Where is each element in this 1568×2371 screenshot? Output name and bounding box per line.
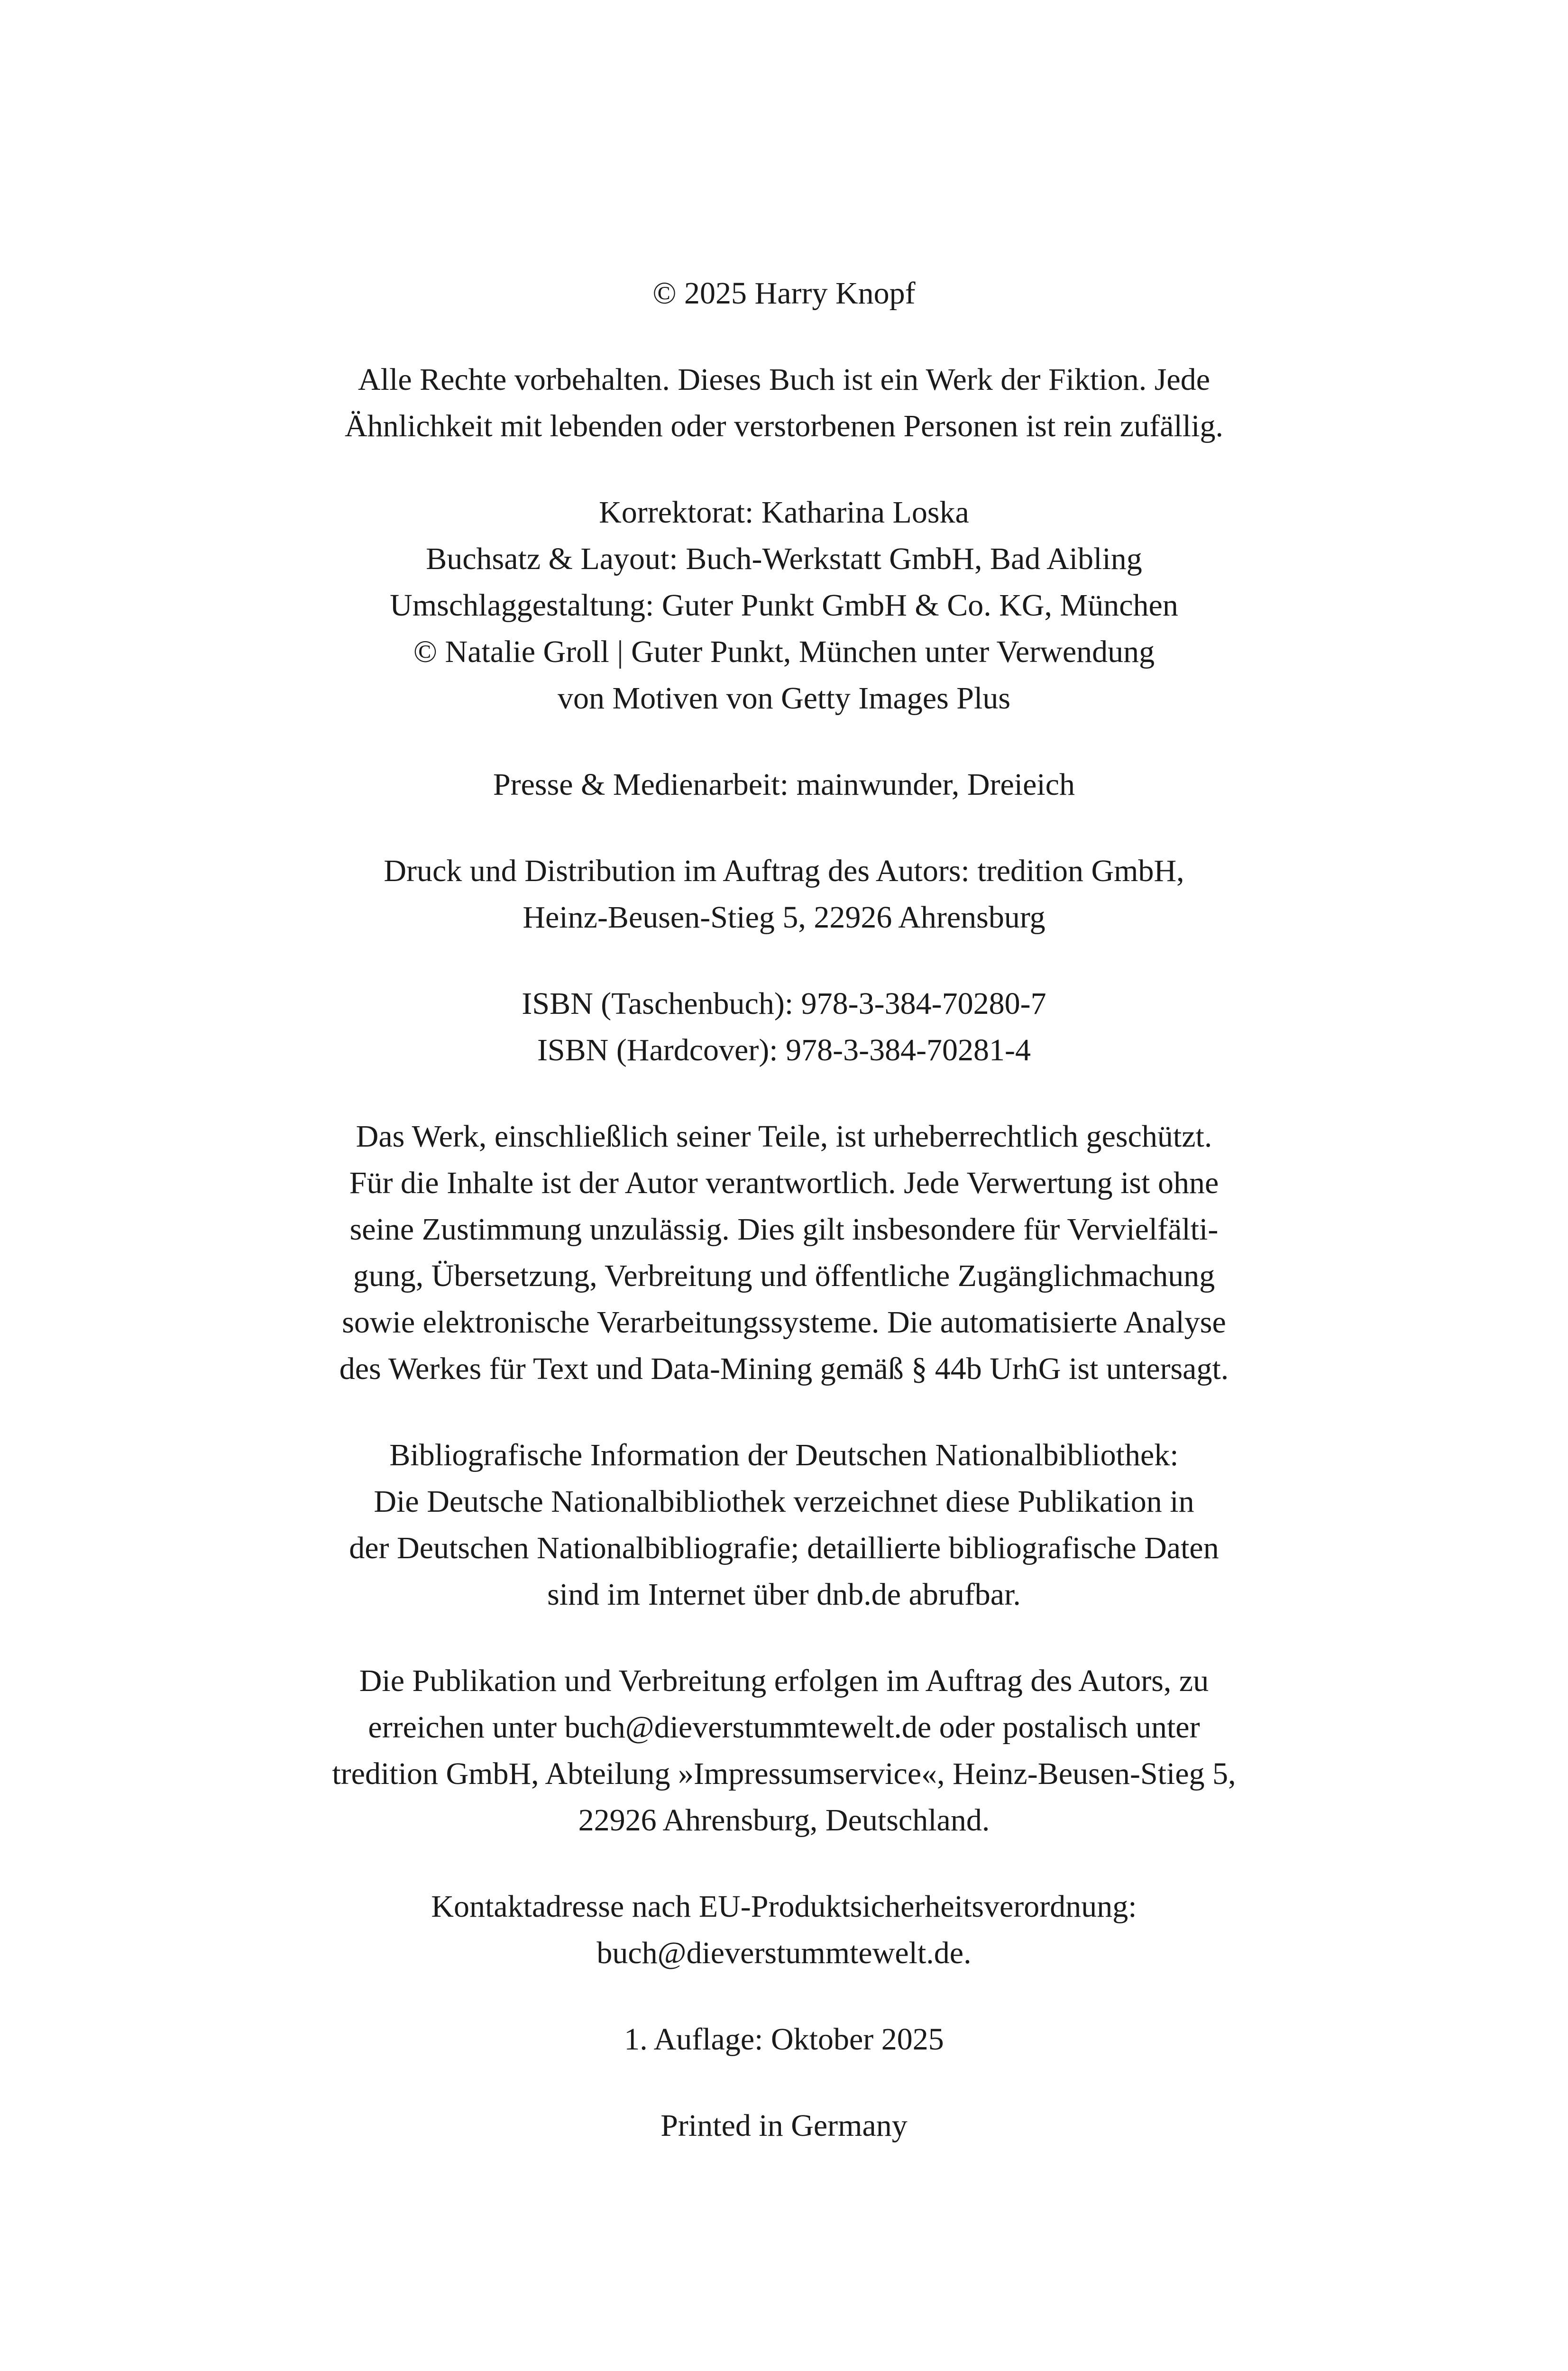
distribution-line: Druck und Distribution im Auftrag des Autors: tredition GmbH, xyxy=(384,854,1184,888)
publication-block xyxy=(0,1658,1568,1844)
credits-line: Buchsatz & Layout: Buch-Werkstatt GmbH, Bad Aibling xyxy=(426,542,1142,576)
bibliographic-line: Bibliografische Information der Deutschen Nationalbibliothek: xyxy=(389,1438,1179,1472)
bibliographic-block xyxy=(0,1432,1568,1618)
printed-line: Printed in Germany xyxy=(660,2108,908,2143)
contact-block xyxy=(0,1884,1568,1976)
printed-block xyxy=(0,2103,1568,2149)
rights-block xyxy=(0,357,1568,450)
publication-line: 22926 Ahrensburg, Deutschland. xyxy=(578,1803,990,1838)
copyright-block xyxy=(0,270,1568,317)
copyright-line: © 2025 Harry Knopf xyxy=(652,276,916,311)
copyright-notice-line: seine Zustimmung unzulässig. Dies gilt insbesondere für Vervielfälti- xyxy=(349,1212,1219,1247)
copyright-notice-line: gung, Übersetzung, Verbreitung und öffentliche Zugänglichmachung xyxy=(353,1259,1215,1293)
credits-block xyxy=(0,489,1568,722)
credits-line: von Motiven von Getty Images Plus xyxy=(557,681,1011,716)
credits-line: © Natalie Groll | Guter Punkt, München unter Verwendung xyxy=(413,634,1155,669)
contact-line: buch@dieverstummtewelt.de. xyxy=(596,1936,972,1970)
publication-line: erreichen unter buch@dieverstummtewelt.de oder postalisch unter xyxy=(368,1710,1200,1745)
imprint-text xyxy=(0,270,1568,2189)
copyright-notice-line: sowie elektronische Verarbeitungssysteme. Die automatisierte Analyse xyxy=(342,1305,1226,1340)
press-block xyxy=(0,762,1568,808)
press-line: Presse & Medienarbeit: mainwunder, Dreieich xyxy=(493,767,1075,802)
publication-line: tredition GmbH, Abteilung »Impressumservice«, Heinz-Beusen-Stieg 5, xyxy=(332,1756,1236,1791)
contact-line: Kontaktadresse nach EU-Produktsicherheitsverordnung: xyxy=(431,1889,1137,1924)
bibliographic-line: sind im Internet über dnb.de abrufbar. xyxy=(547,1577,1021,1612)
distribution-line: Heinz-Beusen-Stieg 5, 22926 Ahrensburg xyxy=(523,900,1045,935)
publication-line: Die Publikation und Verbreitung erfolgen im Auftrag des Autors, zu xyxy=(359,1663,1209,1698)
bibliographic-line: der Deutschen Nationalbibliografie; detaillierte bibliografische Daten xyxy=(349,1531,1219,1565)
edition-line: 1. Auflage: Oktober 2025 xyxy=(624,2022,944,2057)
credits-line: Korrektorat: Katharina Loska xyxy=(599,495,969,530)
edition-block xyxy=(0,2016,1568,2063)
isbn-line: ISBN (Hardcover): 978-3-384-70281-4 xyxy=(537,1033,1031,1067)
copyright-notice-line: des Werkes für Text und Data-Mining gemäß § 44b UrhG ist untersagt. xyxy=(339,1351,1229,1386)
copyright-notice-block xyxy=(0,1113,1568,1392)
isbn-line: ISBN (Taschenbuch): 978-3-384-70280-7 xyxy=(522,986,1046,1021)
copyright-notice-line: Für die Inhalte ist der Autor verantwortlich. Jede Verwertung ist ohne xyxy=(349,1166,1219,1200)
copyright-notice-line: Das Werk, einschließlich seiner Teile, ist urheberrechtlich geschützt. xyxy=(356,1119,1212,1154)
isbn-block xyxy=(0,981,1568,1074)
credits-line: Umschlaggestaltung: Guter Punkt GmbH & Co. KG, München xyxy=(390,588,1178,623)
bibliographic-line: Die Deutsche Nationalbibliothek verzeichnet diese Publikation in xyxy=(374,1484,1194,1519)
distribution-block xyxy=(0,848,1568,941)
rights-line: Alle Rechte vorbehalten. Dieses Buch ist ein Werk der Fiktion. Jede xyxy=(358,362,1210,397)
rights-line: Ähnlichkeit mit lebenden oder verstorbenen Personen ist rein zufällig. xyxy=(345,409,1223,443)
